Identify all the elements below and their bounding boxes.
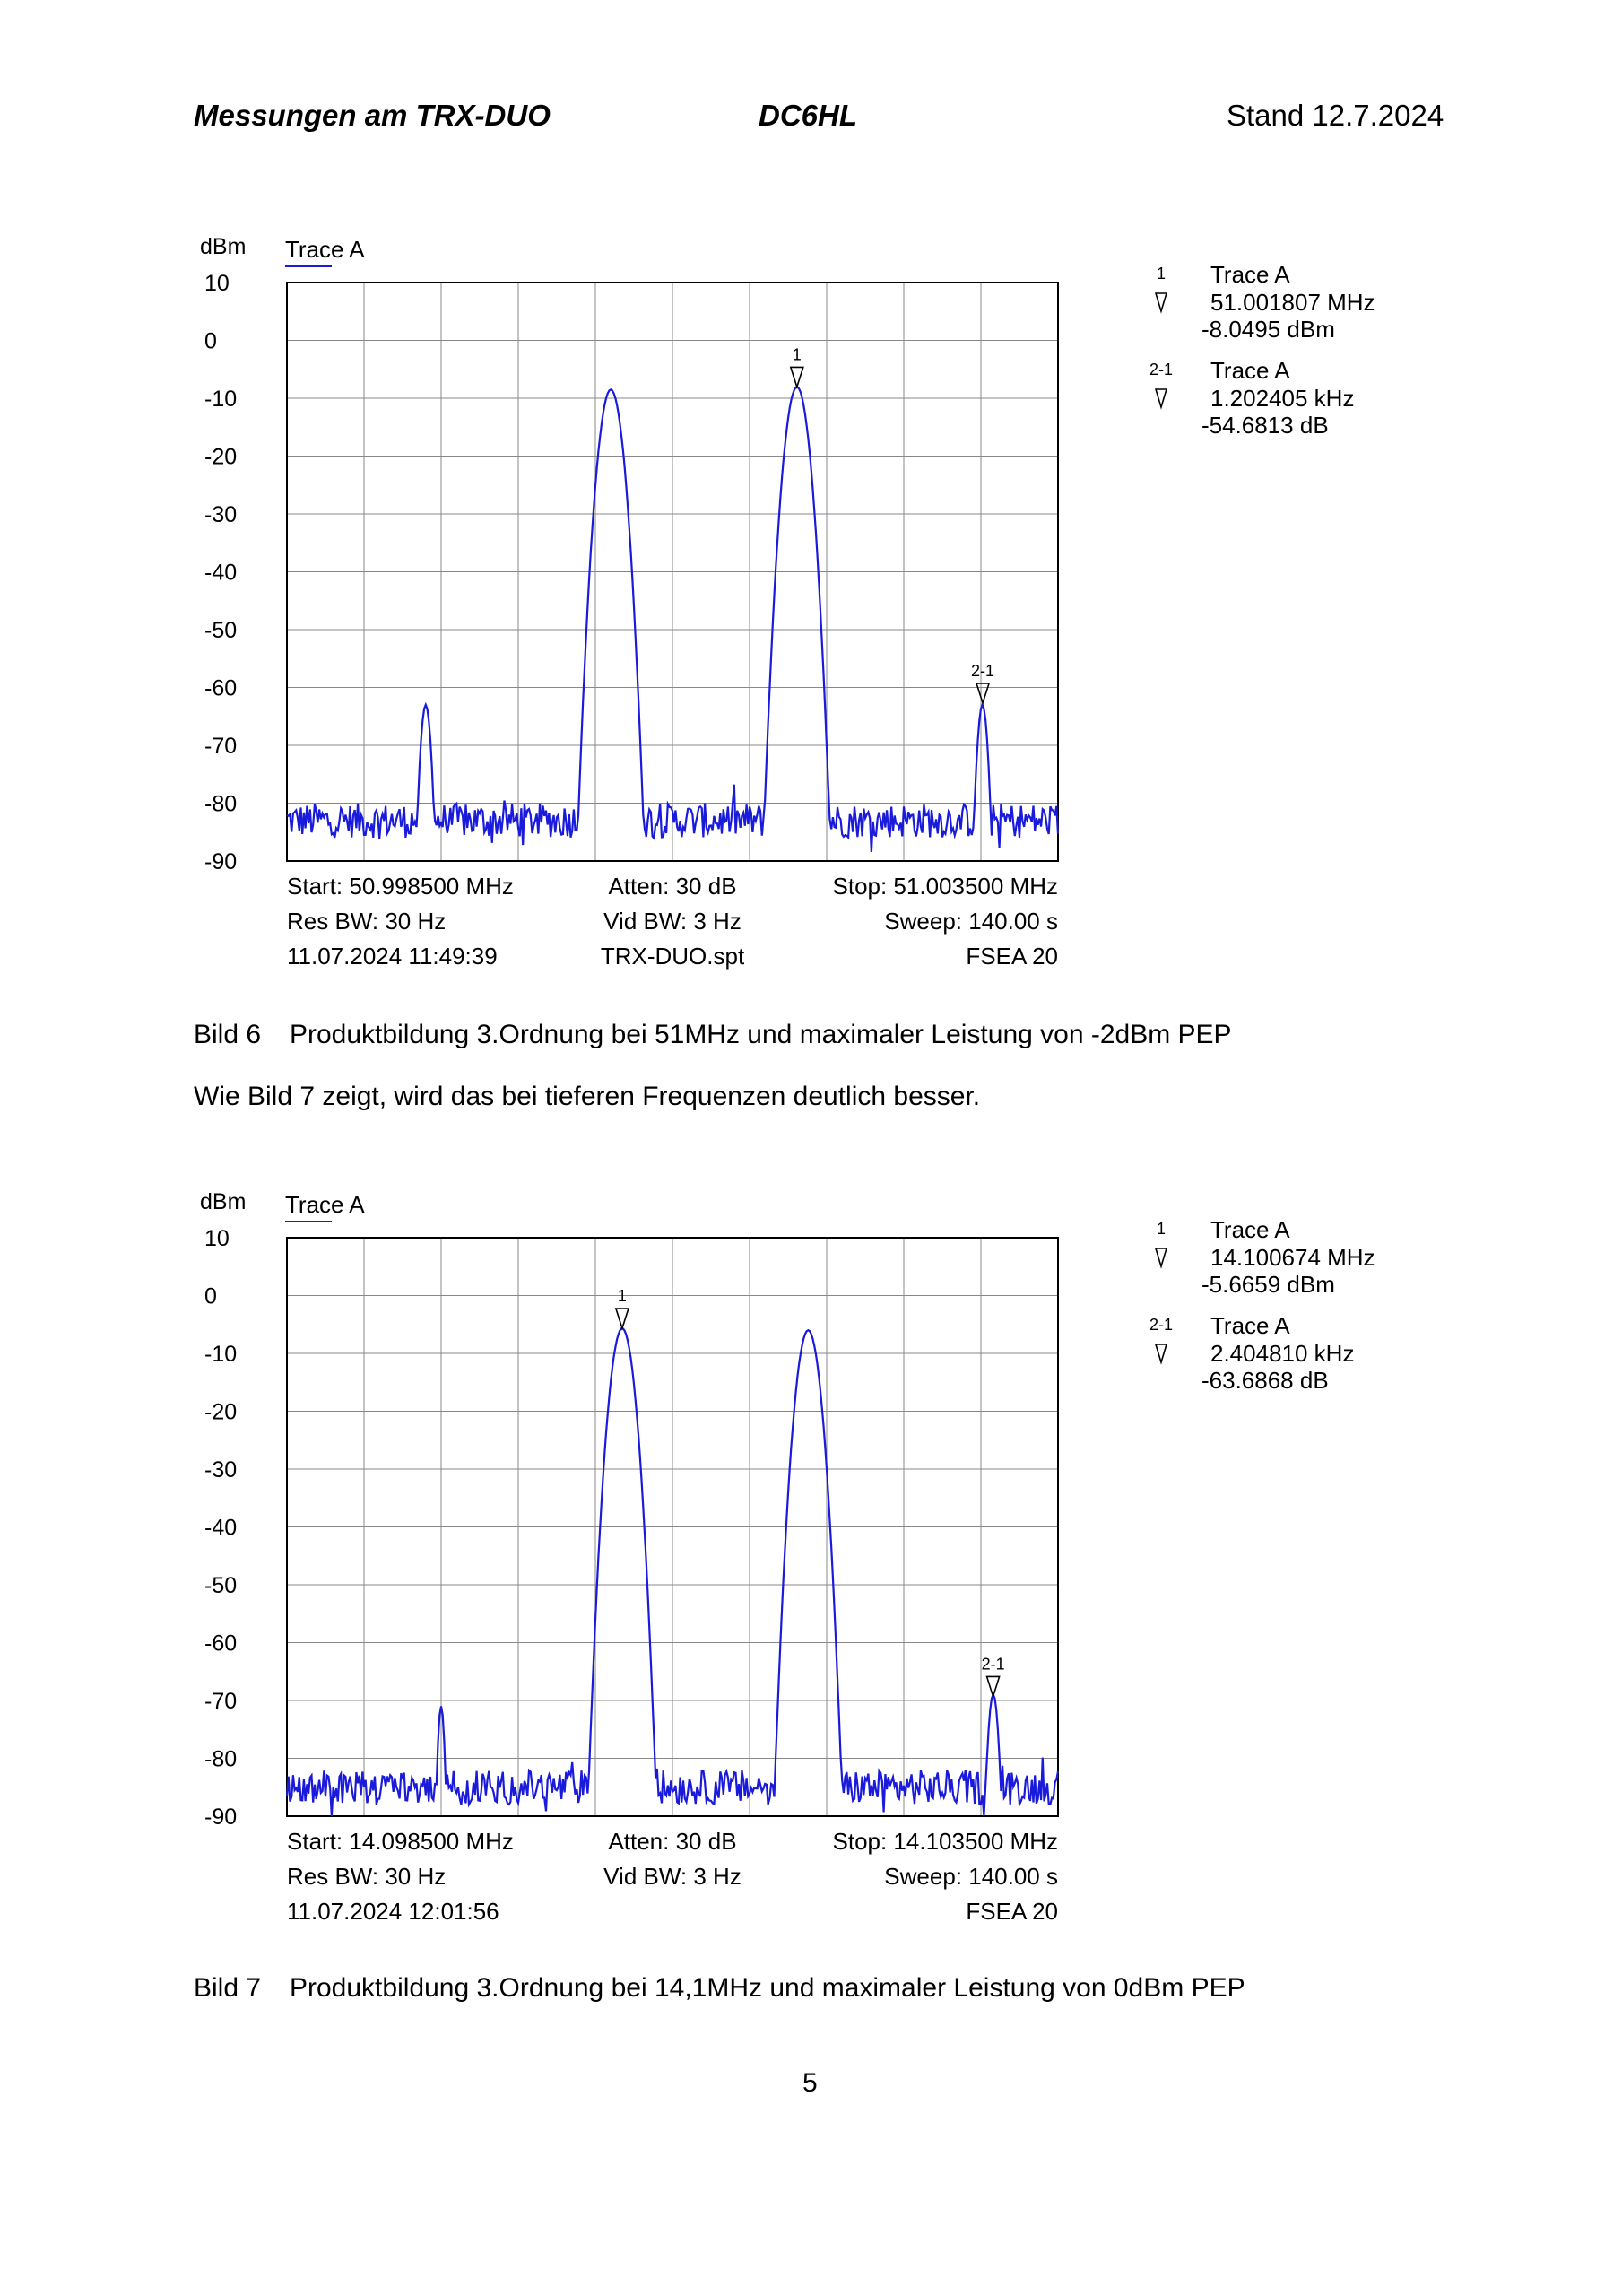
marker-info-triangle bbox=[1156, 389, 1167, 407]
y-tick-label: -60 bbox=[204, 675, 238, 701]
footer-start-frequency: Start: 14.098500 MHz bbox=[287, 1828, 514, 1855]
marker-label: 1 bbox=[617, 1287, 627, 1306]
marker-info-triangle bbox=[1156, 293, 1167, 311]
y-tick-label: -50 bbox=[204, 1573, 238, 1598]
y-tick-label: -90 bbox=[204, 849, 238, 874]
y-tick-label: -10 bbox=[204, 387, 238, 412]
footer-resolution-bandwidth: Res BW: 30 Hz bbox=[287, 908, 447, 935]
y-unit-label: dBm bbox=[200, 234, 247, 259]
marker-label: 2-1 bbox=[971, 661, 995, 680]
marker-info-level: -8.0495 dBm bbox=[1201, 316, 1335, 343]
marker-info-triangle bbox=[1156, 1344, 1167, 1362]
spectrum-chart-1-svg bbox=[179, 229, 1453, 1018]
y-tick-label: -30 bbox=[204, 502, 238, 527]
figure-6-caption-text: Produktbildung 3.Ordnung bei 51MHz und maximaler Leistung von -2dBm PEP bbox=[290, 1020, 1232, 1049]
marker-info-number: 2-1 bbox=[1149, 1316, 1174, 1334]
y-tick-label: -10 bbox=[204, 1342, 238, 1367]
y-tick-label: -90 bbox=[204, 1805, 238, 1830]
spectrum-chart-2 bbox=[179, 1184, 1453, 1973]
footer-video-bandwidth: Vid BW: 3 Hz bbox=[603, 908, 742, 935]
y-tick-label: -20 bbox=[204, 444, 238, 470]
marker-label: 2-1 bbox=[981, 1655, 1005, 1674]
marker-info-frequency: 51.001807 MHz bbox=[1210, 289, 1375, 316]
marker-info-level: -54.6813 dB bbox=[1201, 412, 1329, 439]
y-tick-label: -60 bbox=[204, 1631, 238, 1657]
marker-info-number: 1 bbox=[1156, 265, 1167, 283]
figure-7-caption-number: Bild 7 bbox=[194, 1973, 262, 2003]
header-date: Stand 12.7.2024 bbox=[1227, 99, 1444, 132]
footer-timestamp: 11.07.2024 11:49:39 bbox=[287, 943, 498, 970]
y-tick-label: -80 bbox=[204, 791, 238, 817]
marker-info-level: -63.6868 dB bbox=[1201, 1367, 1329, 1394]
y-tick-label: 10 bbox=[204, 1226, 230, 1251]
y-tick-label: -70 bbox=[204, 1689, 238, 1714]
spectrum-chart-1 bbox=[179, 229, 1453, 1018]
y-tick-label: -40 bbox=[204, 1515, 238, 1541]
marker-info-trace: Trace A bbox=[1210, 357, 1290, 384]
figure-6-caption-number: Bild 6 bbox=[194, 1020, 262, 1049]
marker-triangle bbox=[616, 1309, 629, 1328]
legend-label: Trace A bbox=[285, 1191, 365, 1218]
figure-7-caption-text: Produktbildung 3.Ordnung bei 14,1MHz und maximaler Leistung von 0dBm PEP bbox=[290, 1973, 1245, 2003]
y-tick-label: -50 bbox=[204, 618, 238, 643]
footer-stop-frequency: Stop: 51.003500 MHz bbox=[832, 873, 1058, 900]
header-author: DC6HL bbox=[759, 99, 858, 132]
y-tick-label: 0 bbox=[204, 1283, 217, 1309]
footer-file-name: TRX-DUO.spt bbox=[600, 943, 745, 970]
marker-info-trace: Trace A bbox=[1210, 1312, 1290, 1339]
marker-info-trace: Trace A bbox=[1210, 1216, 1290, 1243]
marker-info-number: 1 bbox=[1156, 1220, 1167, 1238]
footer-sweep-time: Sweep: 140.00 s bbox=[884, 1863, 1058, 1890]
footer-start-frequency: Start: 50.998500 MHz bbox=[287, 873, 514, 900]
marker-triangle bbox=[791, 367, 803, 387]
y-tick-label: -30 bbox=[204, 1457, 238, 1483]
marker-info-level: -5.6659 dBm bbox=[1201, 1271, 1335, 1298]
footer-stop-frequency: Stop: 14.103500 MHz bbox=[832, 1828, 1058, 1855]
marker-triangle bbox=[976, 683, 989, 703]
footer-attenuation: Atten: 30 dB bbox=[608, 1828, 737, 1855]
y-unit-label: dBm bbox=[200, 1189, 247, 1214]
marker-label: 1 bbox=[792, 345, 802, 364]
marker-info-frequency: 2.404810 kHz bbox=[1210, 1340, 1355, 1367]
legend-label: Trace A bbox=[285, 236, 365, 263]
footer-attenuation: Atten: 30 dB bbox=[608, 873, 737, 900]
y-tick-label: 10 bbox=[204, 271, 230, 296]
footer-sweep-time: Sweep: 140.00 s bbox=[884, 908, 1058, 935]
marker-info-frequency: 1.202405 kHz bbox=[1210, 385, 1355, 412]
y-tick-label: -20 bbox=[204, 1399, 238, 1425]
header-left-title: Messungen am TRX-DUO bbox=[194, 99, 551, 132]
spectrum-chart-2-svg bbox=[179, 1184, 1453, 1973]
y-tick-label: -70 bbox=[204, 734, 238, 759]
marker-info-number: 2-1 bbox=[1149, 361, 1174, 378]
grid bbox=[287, 1238, 1058, 1816]
y-tick-label: 0 bbox=[204, 328, 217, 354]
grid bbox=[287, 283, 1058, 861]
y-tick-label: -80 bbox=[204, 1746, 238, 1772]
footer-timestamp: 11.07.2024 12:01:56 bbox=[287, 1898, 499, 1925]
marker-info-trace: Trace A bbox=[1210, 261, 1290, 288]
body-paragraph: Wie Bild 7 zeigt, wird das bei tieferen Frequenzen deutlich besser. bbox=[194, 1082, 981, 1111]
marker-info-triangle bbox=[1156, 1248, 1167, 1266]
footer-video-bandwidth: Vid BW: 3 Hz bbox=[603, 1863, 742, 1890]
marker-info-frequency: 14.100674 MHz bbox=[1210, 1244, 1375, 1271]
y-tick-label: -40 bbox=[204, 560, 238, 586]
footer-device: FSEA 20 bbox=[966, 1898, 1058, 1925]
footer-resolution-bandwidth: Res BW: 30 Hz bbox=[287, 1863, 447, 1890]
page-number: 5 bbox=[802, 2068, 818, 2098]
footer-device: FSEA 20 bbox=[966, 943, 1058, 970]
